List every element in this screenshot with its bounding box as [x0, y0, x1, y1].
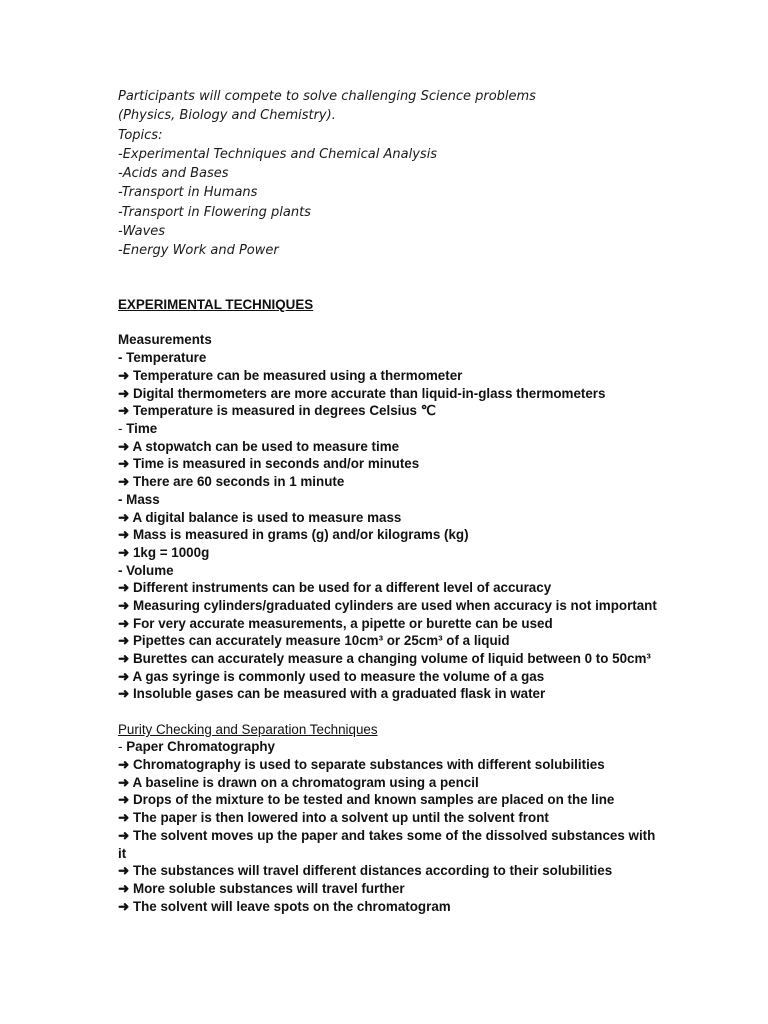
intro-line: (Physics, Biology and Chemistry). — [118, 108, 336, 124]
bullet-point: ➜ The paper is then lowered into a solvent up until the solvent front — [118, 810, 549, 825]
topics-label: Topics: — [118, 127, 163, 143]
bullet-point: ➜ A digital balance is used to measure mass — [118, 510, 402, 525]
time-title-prefix: - — [118, 421, 127, 436]
topic-item: -Waves — [118, 224, 166, 240]
bullet-point: ➜ There are 60 seconds in 1 minute — [118, 474, 345, 489]
bullet-point: ➜ Measuring cylinders/graduated cylinders are used when accuracy is not important — [118, 598, 657, 613]
section-heading: EXPERIMENTAL TECHNIQUES — [118, 297, 314, 312]
bullet-point: ➜ 1kg = 1000g — [118, 545, 210, 560]
paper-title-word: Paper Chromatography — [126, 739, 276, 754]
topic-item: -Transport in Humans — [118, 185, 258, 201]
mass-title: - Mass — [118, 492, 160, 507]
bullet-point: ➜ A gas syringe is commonly used to measure the volume of a gas — [118, 669, 545, 684]
bullet-point: ➜ More soluble substances will travel further — [118, 881, 405, 896]
intro-paragraph — [118, 87, 536, 261]
topic-item: -Acids and Bases — [118, 166, 229, 182]
intro-line: Participants will compete to solve challenging Science problems — [118, 89, 536, 104]
bullet-point: ➜ The solvent moves up the paper and takes some of the dissolved substances with — [118, 828, 656, 843]
bullet-point: ➜ Mass is measured in grams (g) and/or kilograms (kg) — [118, 527, 469, 542]
bullet-point: ➜ Drops of the mixture to be tested and known samples are placed on the line — [118, 792, 615, 807]
bullet-point: ➜ Time is measured in seconds and/or minutes — [118, 456, 420, 471]
bullet-point: ➜ The solvent will leave spots on the chromatogram — [118, 899, 451, 914]
bullet-point: ➜ Burettes can accurately measure a changing volume of liquid between 0 to 50cm³ — [118, 651, 651, 666]
bullet-point: ➜ Temperature is measured in degrees Celsius ℃ — [118, 403, 436, 418]
bullet-point: ➜ The substances will travel different distances according to their solubilities — [118, 863, 613, 878]
time-title-word: Time — [126, 421, 158, 436]
topic-item: -Transport in Flowering plants — [118, 204, 311, 220]
topic-item: -Experimental Techniques and Chemical Analysis — [118, 146, 438, 162]
paper-title-prefix: - — [118, 739, 127, 754]
paper-chromatography-title — [118, 739, 275, 755]
bullet-point: ➜ A stopwatch can be used to measure time — [118, 439, 400, 454]
bullet-point: ➜ A baseline is drawn on a chromatogram using a pencil — [118, 775, 479, 790]
purity-title: Purity Checking and Separation Techniques — [118, 722, 378, 737]
volume-title: - Volume — [118, 563, 174, 578]
bullet-point: ➜ Chromatography is used to separate substances with different solubilities — [118, 757, 605, 772]
topic-item: -Energy Work and Power — [118, 243, 279, 259]
bullet-point: ➜ Different instruments can be used for a different level of accuracy — [118, 580, 552, 595]
measurements-title: Measurements — [118, 332, 212, 347]
bullet-point: ➜ Insoluble gases can be measured with a graduated flask in water — [118, 686, 546, 701]
bullet-point: ➜ For very accurate measurements, a pipette or burette can be used — [118, 616, 553, 631]
bullet-point: ➜ Digital thermometers are more accurate than liquid-in-glass thermometers — [118, 386, 606, 401]
temperature-title: - Temperature — [118, 350, 207, 365]
time-title — [118, 421, 157, 437]
bullet-point: ➜ Pipettes can accurately measure 10cm³ or 25cm³ of a liquid — [118, 633, 510, 648]
bullet-point: ➜ Temperature can be measured using a thermometer — [118, 368, 463, 383]
bullet-point-continuation: it — [118, 846, 127, 861]
